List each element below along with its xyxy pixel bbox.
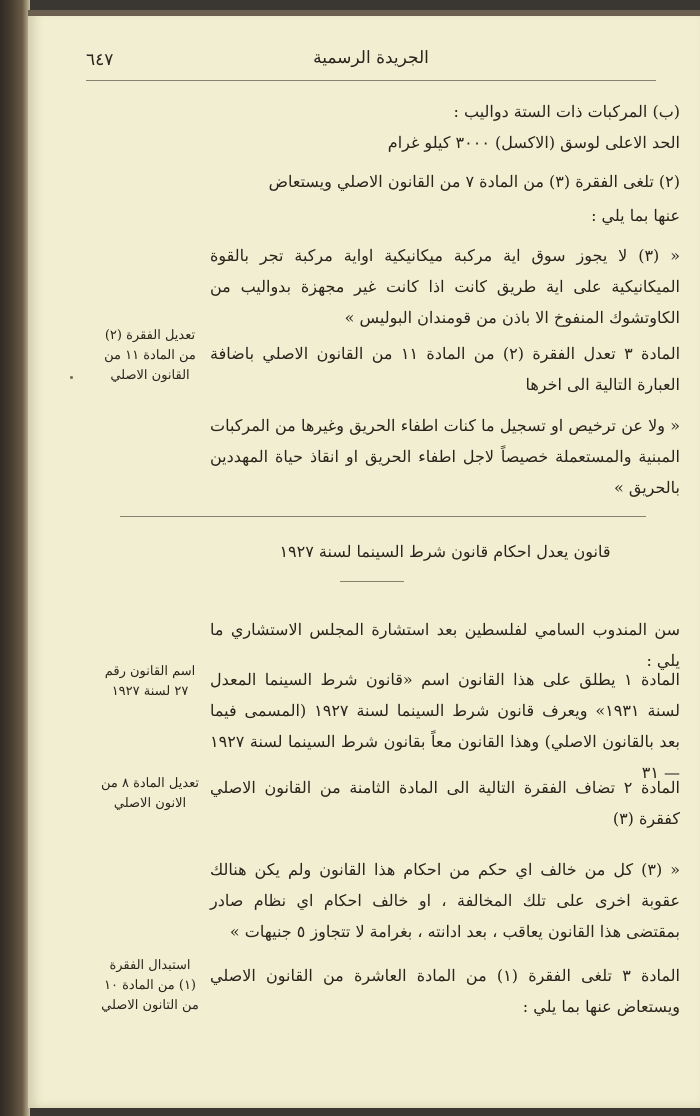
law-preamble: سن المندوب السامي لفلسطين بعد استشارة المجلس الاستشاري ما يلي : [210, 620, 680, 670]
law-article-1: المادة ١ يطلق على هذا القانون اسم «قانون شرط السينما المعدل لسنة ١٩٣١» ويعرف قانون شرط السينما لسنة ١٩٢٧ (المسمى فيما بعد بالقانون الاصلي) وهذا القانون معاً بقانون شرط السينما لسنة ١٩٢٧ — ٣١ [210, 670, 680, 782]
law-article-2-quote: « (٣) كل من خالف اي حكم من احكام هذا القانون ولم يكن هنالك عقوبة اخرى على تلك المخالفة ، او خالف احكام اي نظام صادر بمقتضى هذا القانون يعاقب ، بعد ادانته ، بغرامة لا تتجاوز ٥ جنيهات » [210, 860, 680, 941]
max-axle-load: الحد الاعلى لوسق (الاكسل) ٣٠٠٠ كيلو غرام [387, 133, 680, 152]
para-2-line2: عنها بما يلي : [591, 206, 680, 225]
law-article-3: المادة ٣ تلغى الفقرة (١) من المادة العاشرة من القانون الاصلي ويستعاض عنها بما يلي : [210, 966, 680, 1016]
margin-note-article-2: تعديل المادة ٨ من الانون الاصلي [100, 776, 200, 811]
page-number: ٦٤٧ [86, 50, 114, 70]
paper-speck [70, 376, 73, 379]
page-header [86, 46, 656, 81]
item-b-heading: (ب) المركبات ذات الستة دواليب : [453, 102, 680, 121]
article-3-quote: « ولا عن ترخيص او تسجيل ما كنات اطفاء الحريق وغيرها من المركبات المبنية والمستعملة خصيصاً لاجل اطفاء الحريق او انقاذ حياة المهددين بالحريق » [210, 416, 680, 497]
para-3-quote: « (٣) لا يجوز سوق اية مركبة ميكانيكية اواية مركبة تجر بالقوة الميكانيكية على اية طريق كانت اذا كانت غير مجهزة بدواليب من الكاوتشوك المنفوخ الا باذن من قومندان البوليس » [210, 246, 680, 327]
para-2-line1: (٢) تلغى الفقرة (٣) من المادة ٧ من القانون الاصلي ويستعاض [268, 172, 680, 191]
article-3-amendment: المادة ٣ تعدل الفقرة (٢) من المادة ١١ من القانون الاصلي باضافة العبارة التالية الى اخرها [210, 344, 681, 394]
section-divider [120, 516, 646, 517]
margin-note-article-3: تعديل الفقرة (٢) من المادة ١١ من القانون الاصلي [104, 328, 196, 383]
law-article-2: المادة ٢ تضاف الفقرة التالية الى المادة الثامنة من القانون الاصلي كفقرة (٣) [210, 778, 680, 828]
title-underline [340, 581, 404, 582]
page-top-edge [28, 10, 700, 16]
margin-note-article-3-new: استبدال الفقرة (١) من المادة ١٠ من التانون الاصلي [101, 958, 199, 1013]
document-page [28, 10, 700, 1108]
journal-title: الجريدة الرسمية [313, 48, 429, 68]
law-title: قانون يعدل احكام قانون شرط السينما لسنة ١٩٢٧ [279, 542, 611, 561]
book-binding [0, 0, 30, 1116]
margin-note-article-1: اسم القانون رقم ٢٧ لسنة ١٩٢٧ [104, 664, 196, 699]
